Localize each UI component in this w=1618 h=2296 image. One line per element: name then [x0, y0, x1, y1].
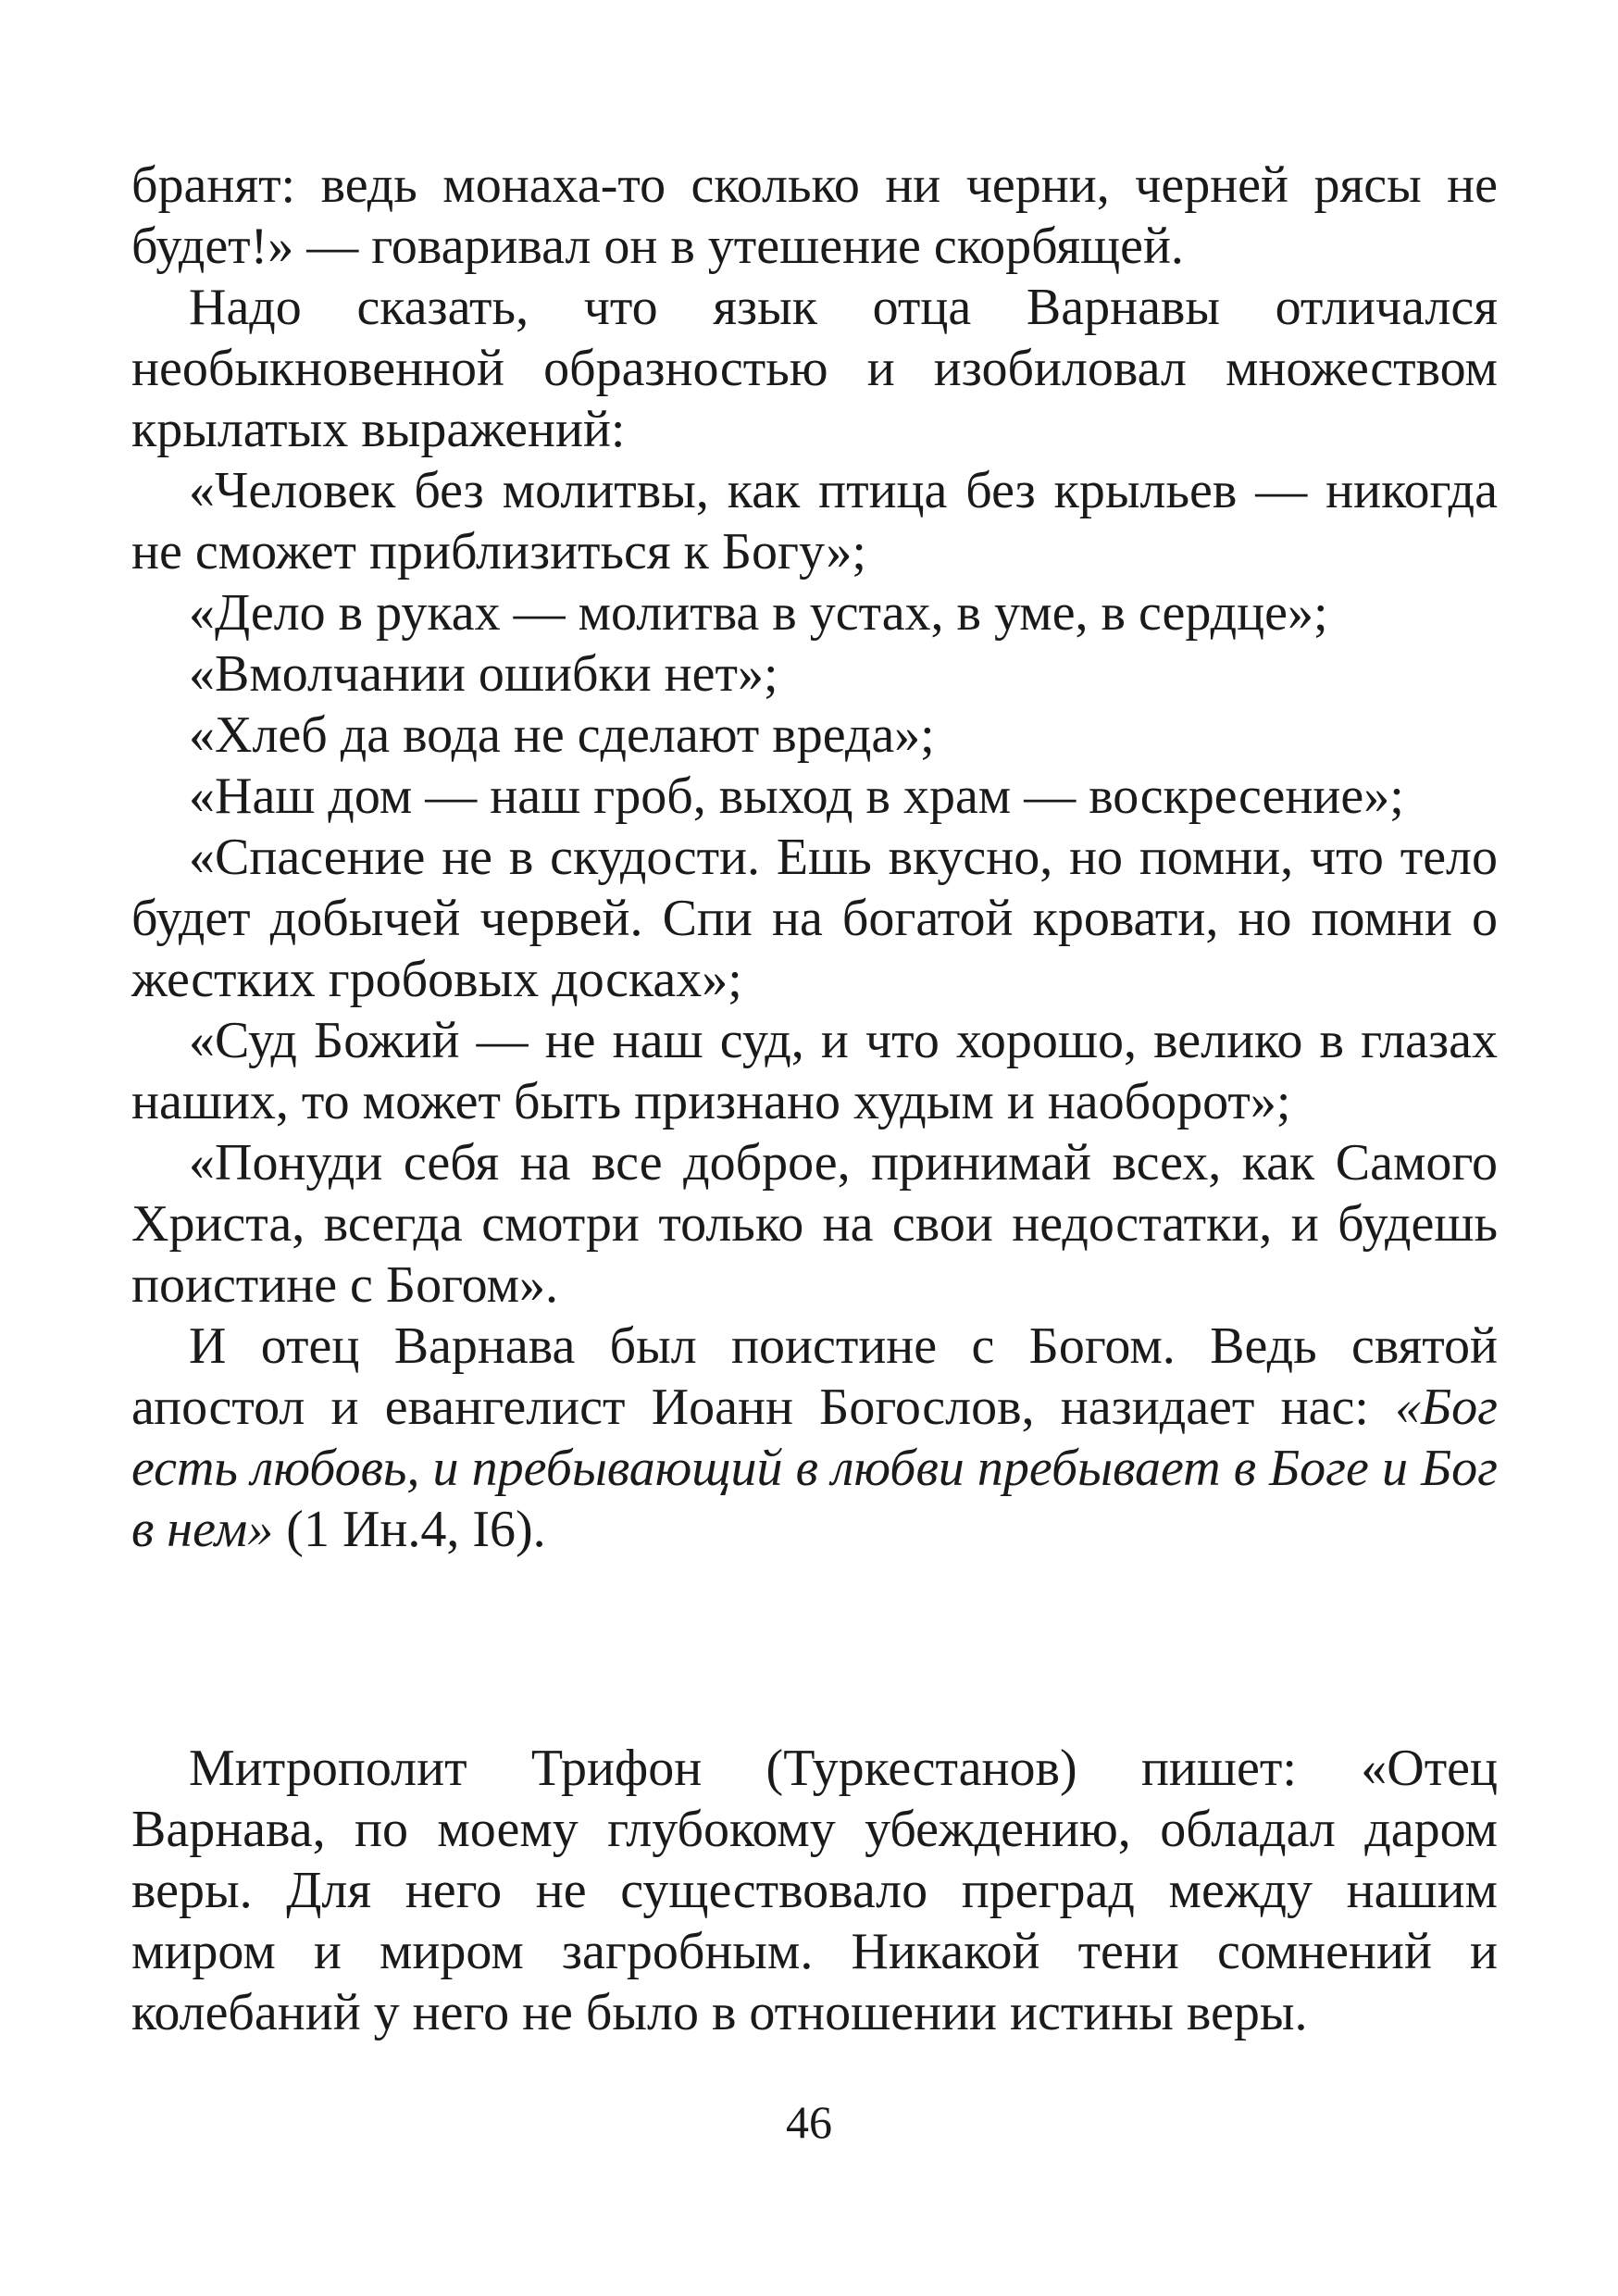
saying-silence: «Вмолчании ошибки нет»; [189, 645, 778, 703]
page-number: 46 [786, 2096, 832, 2148]
paragraph-continuation: бранят: ведь монаха-то сколько ни черни, черней рясы не будет!» — говаривал он в утешение скорбящей. [131, 156, 1498, 275]
saying-judgment: «Суд Божий — не наш суд, и что хорошо, велико в глазах наших, то может быть признано худым и наоборот»; [131, 1012, 1498, 1130]
main-text-block [131, 155, 1498, 1560]
scripture-lead: И отец Варнава был поистине с Богом. Ведь святой апостол и евангелист Иоанн Богослов, назидает нас: [131, 1317, 1498, 1436]
scripture-quote: «Бог есть любовь, и пребывающий в любви пребывает в Боге и Бог в нем» [131, 1379, 1498, 1558]
saying-bread: «Хлеб да вода не сделают вреда»; [189, 706, 935, 764]
paragraph-intro: Надо сказать, что язык отца Варнавы отличался необыкновенной образностью и изобиловал множеством крылатых выражений: [131, 279, 1498, 458]
saying-prayer: «Человек без молитвы, как птица без крыльев — никогда не сможет приблизиться к Богу»; [131, 462, 1498, 580]
saying-good: «Понуди себя на все доброе, принимай всех, как Самого Христа, всегда смотри только на свои недостатки, и будешь поистине с Богом». [131, 1134, 1498, 1314]
saying-salvation: «Спасение не в скудости. Ешь вкусно, но помни, что тело будет добычей червей. Спи на богатой кровати, но помни о жестких гробовых досках»; [131, 829, 1498, 1008]
paragraph-scripture [131, 1316, 1498, 1560]
second-text-block [131, 1738, 1498, 2043]
saying-home: «Наш дом — наш гроб, выход в храм — воскресение»; [189, 767, 1404, 825]
scripture-reference: (1 Ин.4, I6). [273, 1501, 546, 1558]
paragraph-metropolitan: Митрополит Трифон (Туркестанов) пишет: «Отец Варнава, по моему глубокому убеждению, обладал даром веры. Для него не существовало преград между нашим миром и миром загробным. Никакой тени сомнений и колебаний у него не было в отношении истины веры. [131, 1740, 1498, 2041]
saying-work: «Дело в руках — молитва в устах, в уме, в сердце»; [189, 584, 1328, 642]
